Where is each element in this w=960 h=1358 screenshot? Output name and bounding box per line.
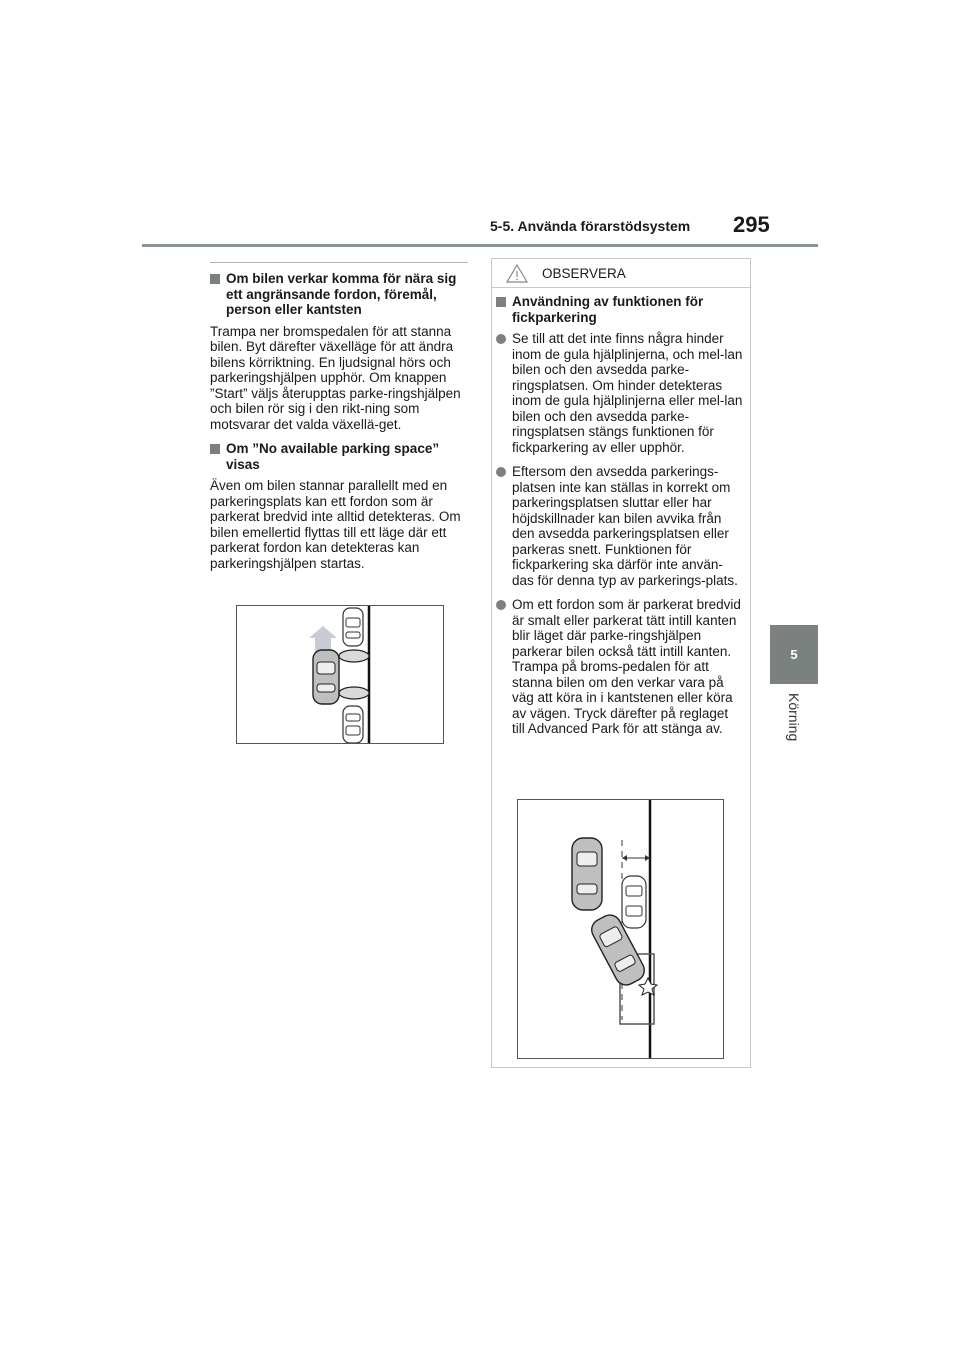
square-bullet-icon <box>210 274 220 284</box>
section-title: 5-5. Använda förarstödsystem <box>490 218 691 234</box>
heading-text: Om bilen verkar komma för nära sig ett angränsande fordon, föremål, person eller kantsten <box>226 271 457 317</box>
notice-heading <box>496 294 744 325</box>
bullet-text: Eftersom den avsedda parkerings-platsen inte kan ställas in korrekt om parkeringsplatsen sluttar eller har höjdskillnader kan bilen avvika från den avsedda parkeringsplatsen eller parkeras snett. Funktionen för fickparkering ska därför inte använ-das för denna typ av parkerings-plats. <box>512 464 738 588</box>
heading-text: Om ”No available parking space” visas <box>226 441 440 472</box>
chapter-tab: 5 <box>770 625 818 684</box>
round-bullet-icon <box>496 334 506 344</box>
paragraph: Trampa ner bromspedalen för att stanna bilen. Byt därefter växelläge för att ändra bilens körriktning. En ljudsignal hörs och parkeringshjälpen upphör. Om knappen ”Start” väljs återupptas parke-ringshjälpen och bilen rör sig i den rikt-ning som motsvarar det valda växellä-get. <box>210 323 461 432</box>
car-icon <box>343 706 363 743</box>
round-bullet-icon <box>496 467 506 477</box>
page-number: 295 <box>733 212 770 237</box>
heading-text: Användning av funktionen för fickparkering <box>512 294 704 325</box>
square-bullet-icon <box>210 444 220 454</box>
parking-illustration-left <box>236 605 444 744</box>
direction-arrow-icon <box>309 626 337 652</box>
bullet-text: Om ett fordon som är parkerat bredvid är smalt eller parkerat tätt intill kanten blir läget där parke-ringshjälpen parkerar bilen också tätt intill kanten. Trampa på broms-pedalen för att stanna bilen om den verkar vara på väg att köra in i kantstenen eller köra av vägen. Tryck därefter på reglaget till Advanced Park för att stänga av. <box>512 597 741 736</box>
bullet-item <box>496 597 744 737</box>
car-icon <box>343 608 363 646</box>
warning-triangle-icon <box>506 263 528 283</box>
section-heading <box>210 271 468 318</box>
parking-illustration-right <box>517 799 724 1059</box>
header-divider <box>142 244 818 247</box>
notice-header <box>492 259 750 288</box>
car-icon <box>622 876 646 928</box>
bullet-item <box>496 331 744 455</box>
bullet-item <box>496 464 744 588</box>
section-heading <box>210 441 468 472</box>
left-column <box>210 262 468 580</box>
bullet-text: Se till att det inte finns några hinder inom de gula hjälplinjerna, och mel-lan bilen och den avsedda parke-ringsplatsen. Om hinder detekteras inom de gula hjälplinjerna eller mel-lan bilen och den avsedda parke-ringsplatsen stängs funktionen för fickparkering av eller upphör. <box>512 331 743 455</box>
column-top-rule <box>210 262 468 263</box>
square-bullet-icon <box>496 297 506 307</box>
car-icon <box>313 650 339 704</box>
paragraph: Även om bilen stannar parallellt med en parkeringsplats kan ett fordon som är parkerat bredvid inte alltid detekteras. Om bilen emellertid flyttas till ett läge där ett parkerat fordon kan detekteras kan parkeringshjälpen startas. <box>210 478 461 571</box>
notice-title: OBSERVERA <box>542 265 626 281</box>
round-bullet-icon <box>496 600 506 610</box>
chapter-label: Körning <box>786 693 802 742</box>
car-icon <box>572 838 602 910</box>
